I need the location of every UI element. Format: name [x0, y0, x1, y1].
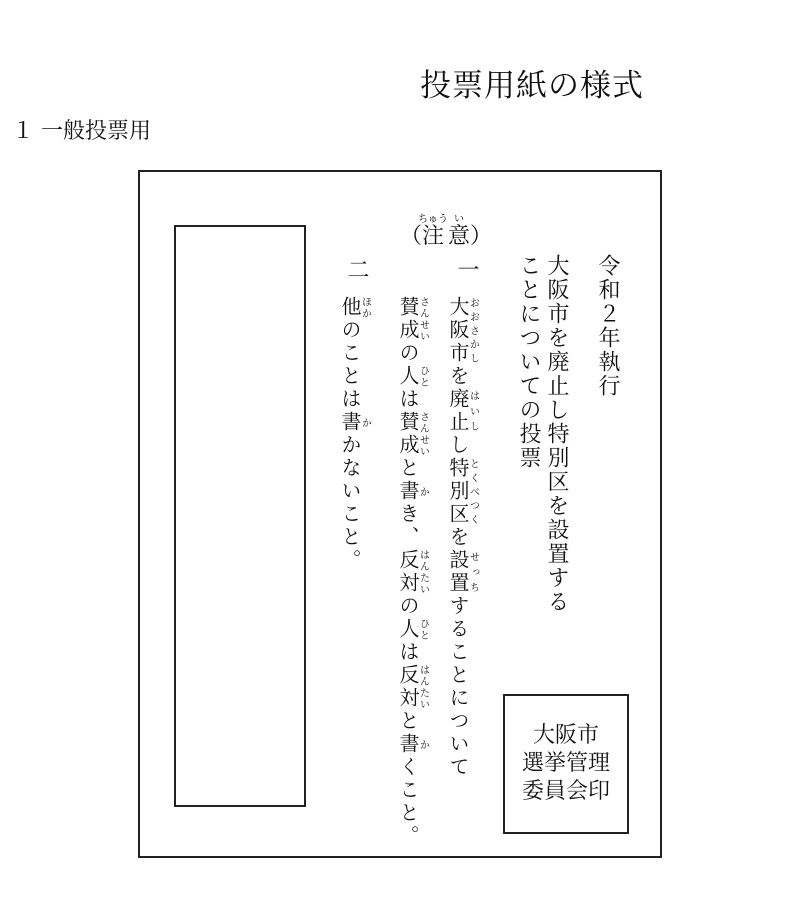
- note-1-number: 一: [454, 258, 479, 282]
- notice-label: [400, 214, 492, 250]
- note-1-line-1-ruby-word: 廃止はいし: [446, 388, 479, 434]
- ballot-write-box: [174, 225, 306, 807]
- note-1-line-2-ruby-word: 賛成さんせい: [396, 296, 429, 342]
- note-2-line-ruby-word: 他ほか: [338, 296, 371, 319]
- note-1-line-2-text: と: [396, 457, 420, 480]
- election-line: 令和２年執行: [595, 254, 620, 398]
- notice-paren-open: （: [400, 224, 423, 249]
- note-1-line-2-text: くこと。: [396, 756, 420, 848]
- notice-kanji-2: 意い: [448, 214, 471, 249]
- note-2-number: 二: [344, 258, 369, 282]
- seal-line-1: 大阪市: [532, 723, 599, 748]
- subject-line-1: 大阪市を廃止し特別区を設置する: [544, 254, 569, 614]
- note-1-line-2-ruby-word: 賛成さんせい: [396, 411, 429, 457]
- note-1-line-2-ruby-word: 反対はんたい: [396, 664, 429, 710]
- note-1-line-1-text: を: [446, 526, 470, 549]
- section-heading: １ 一般投票用: [12, 119, 151, 144]
- note-1-line-2-ruby-word: 人ひと: [396, 365, 429, 388]
- election-committee-seal: [503, 694, 629, 834]
- note-1-line-1-text: することについて: [446, 595, 470, 779]
- note-1-line-2-text: の: [396, 342, 420, 365]
- note-1-line-1-ruby-word: 設置せっち: [446, 549, 479, 595]
- note-1-line-2-text: は: [396, 641, 420, 664]
- note-1-line-1-text: し: [446, 434, 470, 457]
- note-1-line-2-text: と: [396, 710, 420, 733]
- note-2-line-text: のことは: [338, 319, 362, 411]
- note-1-line-1: [448, 296, 478, 779]
- note-2-line-ruby-word: 書か: [338, 411, 371, 434]
- note-1-line-2: [398, 296, 428, 848]
- note-1-line-2-text: の: [396, 595, 420, 618]
- notice-kanji-1: 注ちゅう: [418, 214, 449, 249]
- document-title: 投票用紙の様式: [420, 68, 644, 104]
- note-1-line-2-ruby-word: 書か: [396, 733, 429, 756]
- note-1-line-1-text: を: [446, 365, 470, 388]
- seal-text: [522, 722, 610, 806]
- note-1-line-1-ruby-word: 大阪市おおさかし: [446, 296, 479, 365]
- note-1-line-2-text: は: [396, 388, 420, 411]
- notice-paren-close: ）: [470, 224, 493, 249]
- note-1-line-2-ruby-word: 人ひと: [396, 618, 429, 641]
- note-1-line-2-ruby-word: 反対はんたい: [396, 549, 429, 595]
- note-1-line-1-ruby-word: 特別区とくべつく: [446, 457, 479, 526]
- note-1-line-2-text: き、: [396, 503, 420, 549]
- note-2-line: [340, 296, 370, 572]
- note-2-line-text: かないこと。: [338, 434, 362, 572]
- note-1-line-2-ruby-word: 書か: [396, 480, 429, 503]
- subject-line-2: ことについての投票: [516, 254, 541, 470]
- seal-line-3: 委員会印: [521, 779, 610, 804]
- seal-line-2: 選挙管理: [521, 751, 610, 776]
